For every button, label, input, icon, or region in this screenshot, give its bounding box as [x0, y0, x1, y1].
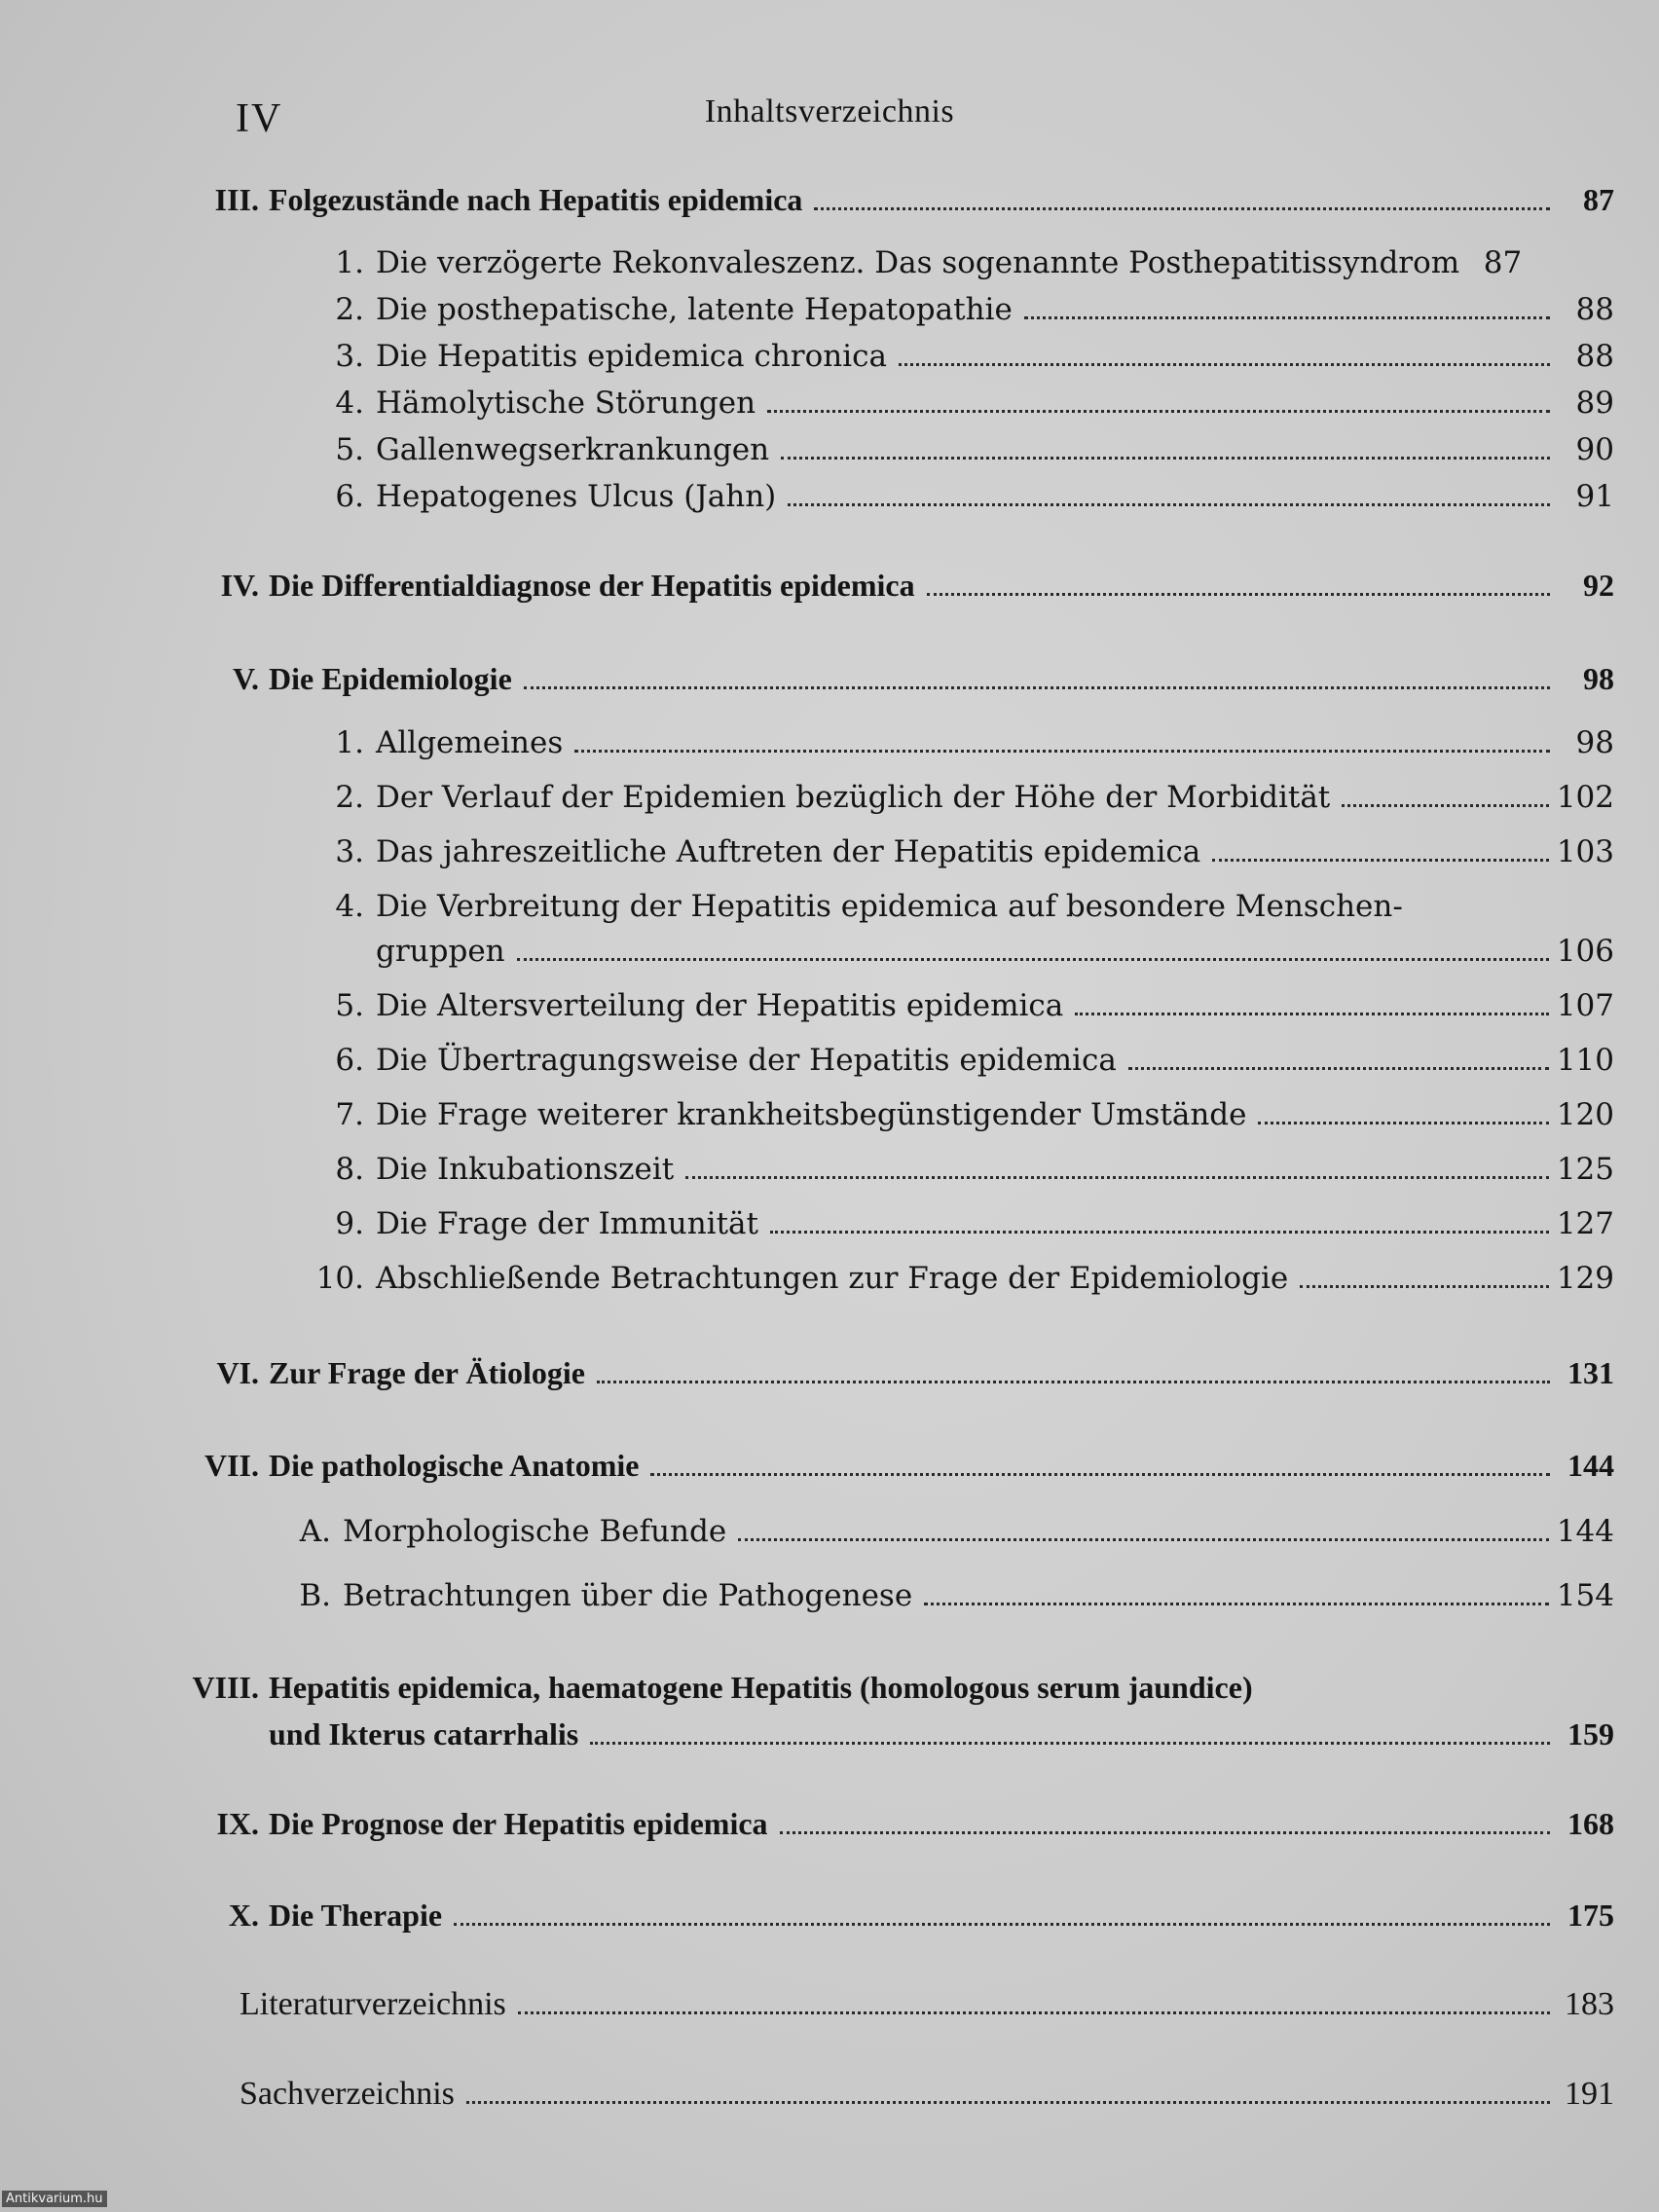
section-number: 4. [335, 889, 364, 924]
page-ref: 144 [1556, 1514, 1614, 1549]
toc-section[interactable] [308, 986, 1614, 1025]
section-title: Hepatogenes Ulcus (Jahn) [376, 479, 777, 514]
page-ref: 87 [1583, 182, 1614, 217]
leader-dots [1024, 316, 1550, 319]
section-number: 7. [335, 1097, 364, 1132]
section-number: 1. [335, 245, 364, 280]
section-title: Der Verlauf der Epidemien bezüglich der Höhe der Morbidität [376, 780, 1331, 815]
leader-dots [788, 503, 1550, 506]
section-number: 2. [335, 780, 364, 815]
toc-section[interactable] [308, 1041, 1614, 1080]
toc-section[interactable] [308, 290, 1614, 329]
chapter-number: X. [228, 1898, 259, 1933]
page-ref: 87 [1483, 245, 1523, 280]
section-number: 5. [335, 432, 364, 467]
toc-section[interactable] [308, 1259, 1614, 1298]
page-ref: 98 [1583, 661, 1614, 696]
section-title: Betrachtungen über die Pathogenese [343, 1578, 913, 1613]
section-title-line2: gruppen [376, 934, 505, 969]
toc-section[interactable] [308, 1150, 1614, 1189]
leader-dots [466, 2101, 1550, 2104]
page-ref: 102 [1556, 780, 1614, 815]
toc-section[interactable] [308, 1095, 1614, 1134]
page-ref: 154 [1556, 1578, 1614, 1613]
leader-dots [781, 457, 1550, 460]
section-number: 6. [335, 1043, 364, 1078]
leader-dots [454, 1923, 1550, 1926]
page-ref: 127 [1556, 1206, 1614, 1241]
toc-sachverzeichnis[interactable] [240, 2075, 1614, 2114]
leader-dots [1075, 1013, 1549, 1015]
page-ref: 168 [1567, 1806, 1614, 1841]
section-title: Die Altersverteilung der Hepatitis epidemica [376, 988, 1064, 1023]
section-number: 2. [335, 292, 364, 327]
page-ref: 92 [1583, 568, 1614, 603]
leader-dots [927, 593, 1550, 596]
page-ref: 131 [1567, 1355, 1614, 1390]
section-title-line1: Die Verbreitung der Hepatitis epidemica auf besondere Menschen- [376, 889, 1403, 924]
leader-dots [814, 207, 1550, 210]
toc-section[interactable] [308, 337, 1614, 376]
chapter-number: VII. [203, 1448, 259, 1483]
toc-chapter-iv[interactable] [164, 566, 1614, 605]
section-title: Die Übertragungsweise der Hepatitis epidemica [376, 1043, 1117, 1078]
section-number: A. [299, 1514, 331, 1549]
leader-dots [1212, 859, 1549, 862]
toc-section[interactable] [282, 1512, 1614, 1551]
leader-dots [767, 410, 1550, 413]
leader-dots [1258, 1122, 1548, 1124]
leader-dots [574, 750, 1550, 753]
page-number: IV [236, 96, 283, 141]
page-ref: 120 [1556, 1097, 1614, 1132]
toc-section[interactable] [308, 477, 1614, 516]
chapter-number: VIII. [192, 1670, 259, 1705]
section-title: Hämolytische Störungen [376, 386, 756, 421]
toc-chapter-ix[interactable] [164, 1804, 1614, 1843]
leader-dots [685, 1176, 1549, 1179]
toc-section[interactable] [308, 1204, 1614, 1243]
leader-dots [780, 1831, 1550, 1834]
section-number: 8. [335, 1152, 364, 1187]
section-title: Das jahreszeitliche Auftreten der Hepatitis epidemica [376, 834, 1201, 869]
chapter-title: Folgezustände nach Hepatitis epidemica [269, 182, 803, 217]
leader-dots [524, 686, 1550, 689]
page-ref: 106 [1556, 934, 1614, 969]
toc-chapter-viii[interactable] [164, 1668, 1253, 1707]
chapter-title-line2: und Ikterus catarrhalis [269, 1716, 579, 1751]
section-number: 1. [335, 725, 364, 760]
chapter-title: Die Prognose der Hepatitis epidemica [269, 1806, 768, 1841]
page-ref: 90 [1575, 432, 1614, 467]
page-ref: 110 [1556, 1043, 1614, 1078]
chapter-number: VI. [216, 1355, 259, 1390]
page-ref: 125 [1556, 1152, 1614, 1187]
toc-section[interactable] [308, 778, 1614, 817]
running-header: Inhaltsverzeichnis [704, 93, 955, 129]
toc-chapter-viii-continuation[interactable] [269, 1714, 1614, 1753]
page-ref: 183 [1565, 1986, 1614, 2022]
chapter-title: Die pathologische Anatomie [269, 1448, 640, 1483]
page-ref: 103 [1556, 834, 1614, 869]
toc-chapter-vii[interactable] [164, 1446, 1614, 1485]
leader-dots [1300, 1285, 1549, 1288]
leader-dots [650, 1473, 1550, 1476]
section-title: Gallenwegserkrankungen [376, 432, 770, 467]
page-ref: 89 [1575, 386, 1614, 421]
page-ref: 129 [1556, 1261, 1614, 1296]
chapter-title: Die Epidemiologie [269, 661, 512, 696]
leader-dots [1342, 804, 1549, 807]
toc-section[interactable] [308, 430, 1614, 469]
section-title: Die Hepatitis epidemica chronica [376, 339, 888, 374]
chapter-title: Zur Frage der Ätiologie [269, 1355, 585, 1390]
page-ref: 107 [1556, 988, 1614, 1023]
entry-title: Sachverzeichnis [240, 2076, 455, 2112]
toc-chapter-iii[interactable] [164, 180, 1614, 219]
page-ref: 159 [1567, 1716, 1614, 1751]
toc-chapter-vi[interactable] [164, 1353, 1614, 1392]
section-title: Die Frage der Immunität [376, 1206, 758, 1241]
toc-chapter-x[interactable] [164, 1896, 1614, 1935]
chapter-number: IX. [216, 1806, 259, 1841]
section-number: 5. [335, 988, 364, 1023]
toc-section-wrapped[interactable] [308, 887, 1403, 926]
toc-section[interactable] [308, 384, 1614, 423]
page-ref: 88 [1575, 339, 1614, 374]
toc-section[interactable] [282, 1576, 1614, 1615]
chapter-title-line1: Hepatitis epidemica, haematogene Hepatitis (homologous serum jaundice) [269, 1670, 1253, 1705]
chapter-title: Die Differentialdiagnose der Hepatitis epidemica [269, 568, 915, 603]
leader-dots [597, 1381, 1550, 1383]
section-title: Die Frage weiterer krankheitsbegünstigender Umstände [376, 1097, 1247, 1132]
section-title: Morphologische Befunde [343, 1514, 727, 1549]
toc-section[interactable] [308, 243, 1614, 282]
section-title: Die Inkubationszeit [376, 1152, 675, 1187]
leader-dots [924, 1603, 1549, 1605]
toc-section-continuation[interactable] [376, 932, 1614, 971]
chapter-number: III. [214, 182, 259, 217]
leader-dots [738, 1538, 1549, 1541]
page-ref: 175 [1567, 1898, 1614, 1933]
section-title: Allgemeines [376, 725, 564, 760]
toc-literaturverzeichnis[interactable] [240, 1985, 1614, 2024]
leader-dots [1128, 1067, 1549, 1070]
leader-dots [899, 363, 1550, 366]
leader-dots [770, 1231, 1549, 1234]
leader-dots [518, 2011, 1550, 2014]
section-number: 9. [335, 1206, 364, 1241]
leader-dots [517, 958, 1549, 961]
toc-section[interactable] [308, 723, 1614, 762]
chapter-number: IV. [220, 568, 259, 603]
page-ref: 144 [1567, 1448, 1614, 1483]
section-number: B. [299, 1578, 331, 1613]
toc-chapter-v[interactable] [164, 659, 1614, 698]
section-number: 3. [335, 834, 364, 869]
section-title: Die posthepatische, latente Hepatopathie [376, 292, 1013, 327]
section-number: 6. [335, 479, 364, 514]
page-ref: 88 [1575, 292, 1614, 327]
watermark: Antikvarium.hu [2, 2191, 107, 2207]
leader-dots [590, 1742, 1550, 1745]
section-title: Die verzögerte Rekonvaleszenz. Das sogenannte Posthepatitissyndrom [376, 245, 1460, 280]
page-ref: 98 [1575, 725, 1614, 760]
toc-section[interactable] [308, 832, 1614, 871]
page-ref: 191 [1565, 2076, 1614, 2112]
chapter-number: V. [233, 661, 259, 696]
section-number: 3. [335, 339, 364, 374]
section-title: Abschließende Betrachtungen zur Frage der Epidemiologie [376, 1261, 1289, 1296]
page-ref: 91 [1575, 479, 1614, 514]
chapter-title: Die Therapie [269, 1898, 443, 1933]
entry-title: Literaturverzeichnis [240, 1986, 506, 2022]
section-number: 4. [335, 386, 364, 421]
section-number: 10. [315, 1261, 364, 1296]
